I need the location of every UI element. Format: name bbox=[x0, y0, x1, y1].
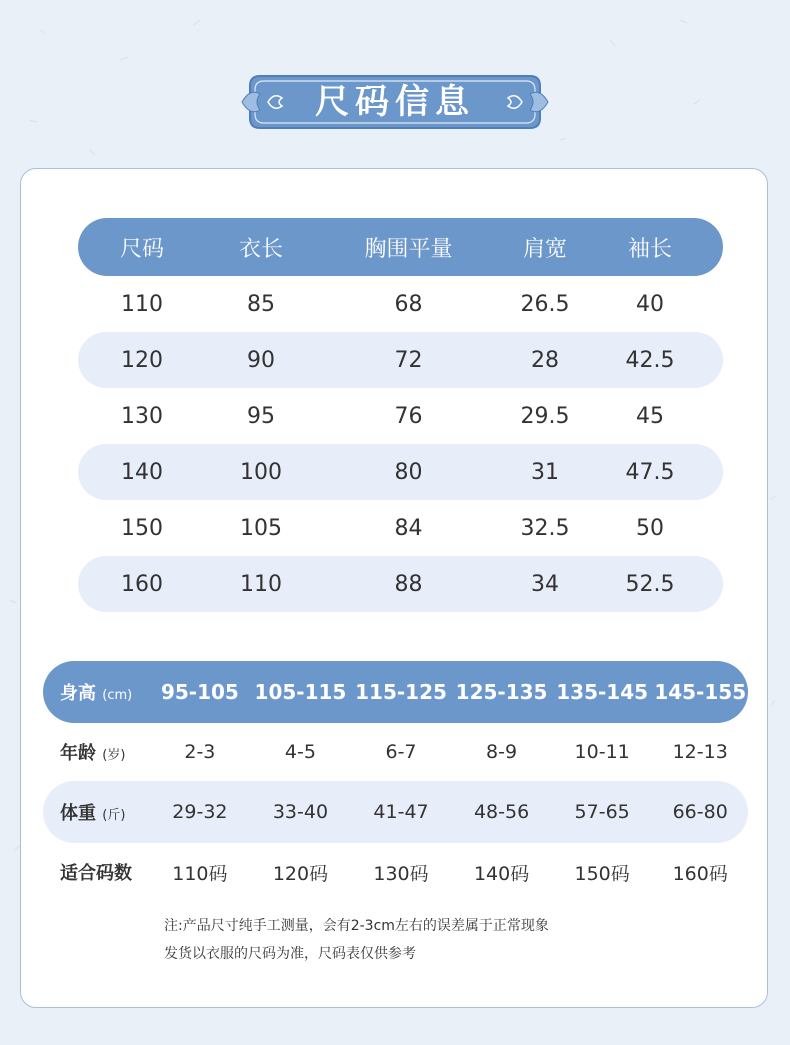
table-cell: 72 bbox=[394, 347, 423, 373]
table-cell: 10-11 bbox=[574, 741, 630, 763]
table-cell: 66-80 bbox=[672, 801, 728, 823]
header-size: 尺码 bbox=[119, 236, 164, 262]
table-cell: 120码 bbox=[272, 862, 329, 885]
table-cell: 120 bbox=[121, 347, 163, 373]
weight-label bbox=[43, 799, 150, 825]
table-cell: 48-56 bbox=[473, 801, 530, 823]
height-unit: (cm) bbox=[102, 688, 133, 703]
table-cell: 33-40 bbox=[272, 801, 329, 823]
header-shoulder: 肩宽 bbox=[522, 236, 567, 262]
table-cell: 34 bbox=[531, 571, 559, 597]
table-cell: 140 bbox=[121, 459, 163, 485]
table-cell: 6-7 bbox=[385, 741, 417, 763]
table-cell: 95 bbox=[247, 403, 275, 429]
table-cell: 105-115 bbox=[254, 680, 347, 704]
table-cell: 50 bbox=[636, 515, 664, 541]
table-cell: 8-9 bbox=[486, 741, 518, 763]
table-cell: 4-5 bbox=[284, 741, 316, 763]
table-cell: 115-125 bbox=[355, 680, 447, 704]
table-cell: 29.5 bbox=[520, 403, 570, 429]
table-cell: 130 bbox=[121, 403, 163, 429]
age-label-text: 年龄 bbox=[60, 743, 96, 764]
table-cell: 42.5 bbox=[625, 347, 675, 373]
table-cell: 150码 bbox=[574, 862, 630, 885]
table-cell: 68 bbox=[394, 291, 423, 317]
table-cell: 80 bbox=[394, 459, 423, 485]
table-cell: 150 bbox=[121, 515, 163, 541]
header-length: 衣长 bbox=[238, 236, 283, 262]
table-cell: 32.5 bbox=[520, 515, 570, 541]
table-cell: 110码 bbox=[172, 862, 228, 885]
table-row bbox=[78, 332, 723, 388]
table-cell: 41-47 bbox=[373, 801, 429, 823]
table-row bbox=[78, 276, 723, 332]
table-cell: 28 bbox=[531, 347, 559, 373]
table-cell: 110 bbox=[121, 291, 163, 317]
age-unit: (岁) bbox=[102, 748, 126, 763]
table-cell: 160码 bbox=[672, 862, 728, 885]
table-cell: 84 bbox=[394, 515, 423, 541]
table-cell: 52.5 bbox=[625, 571, 675, 597]
header-sleeve: 袖长 bbox=[627, 236, 672, 262]
table-cell: 12-13 bbox=[672, 741, 728, 763]
table-cell: 110 bbox=[240, 571, 282, 597]
table-cell: 88 bbox=[394, 571, 423, 597]
table-cell: 2-3 bbox=[184, 741, 216, 763]
fit-table bbox=[43, 661, 748, 901]
table-cell: 105 bbox=[240, 515, 282, 541]
title-banner bbox=[240, 70, 550, 134]
table-cell: 130码 bbox=[373, 862, 429, 885]
page-title: 尺码信息 bbox=[315, 82, 475, 122]
table-cell: 85 bbox=[247, 291, 275, 317]
note-line: 发货以衣服的尺码为准，尺码表仅供参考 bbox=[164, 946, 416, 962]
note-line: 注:产品尺寸纯手工测量，会有2-3cm左右的误差属于正常现象 bbox=[164, 918, 549, 934]
table-cell: 100 bbox=[240, 459, 282, 485]
table-cell: 57-65 bbox=[574, 801, 630, 823]
height-row bbox=[43, 661, 748, 723]
size-row bbox=[43, 843, 748, 901]
table-row bbox=[78, 388, 723, 444]
height-label bbox=[43, 679, 150, 705]
weight-unit: (斤) bbox=[102, 808, 126, 823]
table-cell: 47.5 bbox=[625, 459, 675, 485]
table-cell: 160 bbox=[121, 571, 163, 597]
size-label: 适合码数 bbox=[60, 863, 132, 884]
table-cell: 40 bbox=[636, 291, 664, 317]
table-cell: 145-155 bbox=[654, 680, 747, 704]
table-cell: 45 bbox=[636, 403, 664, 429]
size-table-header bbox=[78, 218, 723, 276]
size-table bbox=[78, 218, 723, 612]
table-cell: 76 bbox=[394, 403, 423, 429]
height-label-text: 身高 bbox=[60, 683, 96, 704]
table-cell: 90 bbox=[247, 347, 275, 373]
table-row bbox=[78, 500, 723, 556]
weight-row bbox=[43, 781, 748, 843]
table-cell: 29-32 bbox=[172, 801, 228, 823]
table-row bbox=[78, 444, 723, 500]
table-cell: 95-105 bbox=[160, 680, 239, 704]
age-label bbox=[43, 739, 150, 765]
table-cell: 140码 bbox=[473, 862, 530, 885]
table-cell: 26.5 bbox=[520, 291, 570, 317]
table-row bbox=[78, 556, 723, 612]
table-cell: 135-145 bbox=[556, 680, 649, 704]
age-row bbox=[43, 723, 748, 781]
table-cell: 31 bbox=[531, 459, 559, 485]
weight-label-text: 体重 bbox=[60, 803, 96, 824]
header-chest: 胸围平量 bbox=[364, 236, 453, 262]
table-cell: 125-135 bbox=[455, 680, 548, 704]
notes bbox=[164, 912, 549, 968]
